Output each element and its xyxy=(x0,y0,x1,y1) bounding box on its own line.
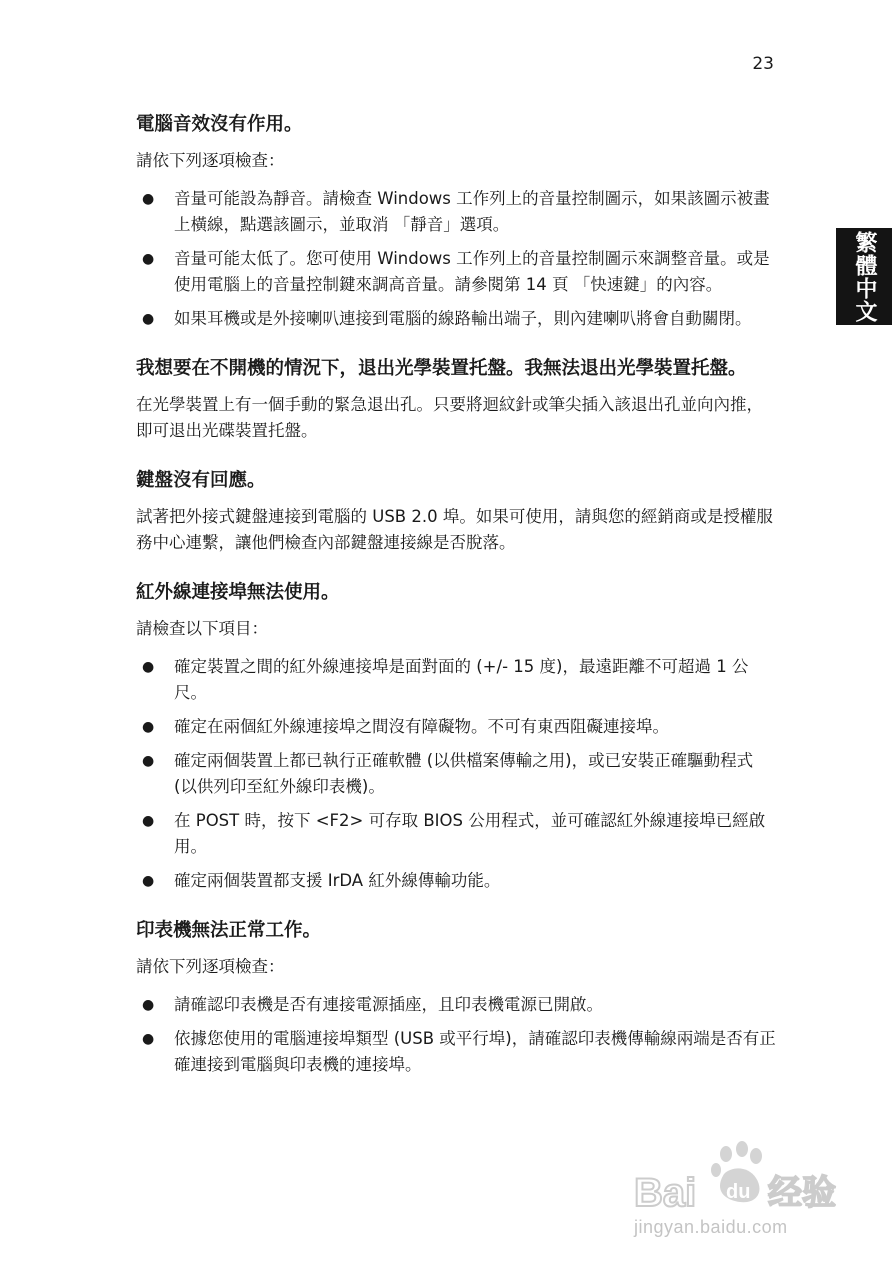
section-optical-tray xyxy=(136,355,778,444)
bullet-list xyxy=(136,654,778,894)
section-intro: 請依下列逐項檢查： xyxy=(136,957,285,976)
bullet-dot-icon: ● xyxy=(142,997,155,1013)
watermark-url: jingyan.baidu.com xyxy=(634,1217,788,1237)
list-item-text: 如果耳機或是外接喇叭連接到電腦的線路輸出端子，則內建喇叭將會自動關閉。 xyxy=(174,309,752,328)
section-heading: 印表機無法正常工作。 xyxy=(136,920,322,941)
bullet-dot-icon: ● xyxy=(142,873,155,889)
section-intro: 請檢查以下項目： xyxy=(136,619,268,638)
section-body: 在光學裝置上有一個手動的緊急退出孔。只要將迴紋針或筆尖插入該退出孔並向內推，即可退出光碟裝置托盤。 xyxy=(136,395,763,440)
page-content xyxy=(136,111,778,1078)
list-item xyxy=(136,654,778,706)
list-item-text: 音量可能設為靜音。請檢查 Windows 工作列上的音量控制圖示，如果該圖示被畫上橫線，點選該圖示，並取消 「靜音」選項。 xyxy=(174,189,770,234)
bullet-dot-icon: ● xyxy=(142,813,155,829)
list-item xyxy=(136,992,778,1018)
list-item xyxy=(136,808,778,860)
section-heading: 電腦音效沒有作用。 xyxy=(136,114,303,135)
list-item-text: 確定在兩個紅外線連接埠之間沒有障礙物。不可有東西阻礙連接埠。 xyxy=(174,717,669,736)
bullet-dot-icon: ● xyxy=(142,251,155,267)
bullet-dot-icon: ● xyxy=(142,753,155,769)
section-heading: 我想要在不開機的情況下，退出光學裝置托盤。我無法退出光學裝置托盤。 xyxy=(136,358,747,379)
bullet-dot-icon: ● xyxy=(142,659,155,675)
section-heading: 紅外線連接埠無法使用。 xyxy=(136,582,340,603)
list-item xyxy=(136,714,778,740)
bullet-dot-icon: ● xyxy=(142,719,155,735)
list-item xyxy=(136,868,778,894)
page-number: 23 xyxy=(752,54,774,74)
section-intro: 請依下列逐項檢查： xyxy=(136,151,285,170)
baidu-jingyan-watermark xyxy=(632,1140,842,1250)
list-item-text: 依據您使用的電腦連接埠類型 (USB 或平行埠)，請確認印表機傳輸線兩端是否有正確連接到電腦與印表機的連接埠。 xyxy=(174,1029,776,1074)
section-keyboard xyxy=(136,467,778,556)
list-item-text: 在 POST 時，按下 <F2> 可存取 BIOS 公用程式，並可確認紅外線連接埠已經啟用。 xyxy=(174,811,766,856)
list-item-text: 確定兩個裝置上都已執行正確軟體 (以供檔案傳輸之用)，或已安裝正確驅動程式 (以供列印至紅外線印表機)。 xyxy=(174,751,754,796)
language-side-tab-label: 繁體中文 xyxy=(852,230,877,323)
bullet-dot-icon: ● xyxy=(142,311,155,327)
language-side-tab xyxy=(836,228,892,325)
list-item xyxy=(136,186,778,238)
section-infrared xyxy=(136,579,778,894)
svg-text:du: du xyxy=(726,1181,751,1203)
svg-text:经验: 经验 xyxy=(768,1173,836,1213)
section-heading: 鍵盤沒有回應。 xyxy=(136,470,266,491)
bullet-list xyxy=(136,186,778,332)
section-audio xyxy=(136,111,778,332)
list-item-text: 確定裝置之間的紅外線連接埠是面對面的 (+/- 15 度)，最遠距離不可超過 1 公尺。 xyxy=(174,657,749,702)
svg-text:Bai: Bai xyxy=(634,1171,697,1215)
section-body: 試著把外接式鍵盤連接到電腦的 USB 2.0 埠。如果可使用，請與您的經銷商或是授權服務中心連繫，讓他們檢查內部鍵盤連接線是否脫落。 xyxy=(136,507,773,552)
bullet-dot-icon: ● xyxy=(142,1031,155,1047)
list-item-text: 確定兩個裝置都支援 IrDA 紅外線傳輸功能。 xyxy=(174,871,501,890)
section-printer xyxy=(136,917,778,1078)
list-item-text: 請確認印表機是否有連接電源插座，且印表機電源已開啟。 xyxy=(174,995,603,1014)
list-item-text: 音量可能太低了。您可使用 Windows 工作列上的音量控制圖示來調整音量。或是使用電腦上的音量控制鍵來調高音量。請參閱第 14 頁 「快速鍵」的內容。 xyxy=(174,249,770,294)
list-item xyxy=(136,246,778,298)
bullet-dot-icon: ● xyxy=(142,191,155,207)
list-item xyxy=(136,748,778,800)
baidu-paw-logo-icon xyxy=(632,1140,842,1220)
list-item xyxy=(136,306,778,332)
list-item xyxy=(136,1026,778,1078)
bullet-list xyxy=(136,992,778,1078)
